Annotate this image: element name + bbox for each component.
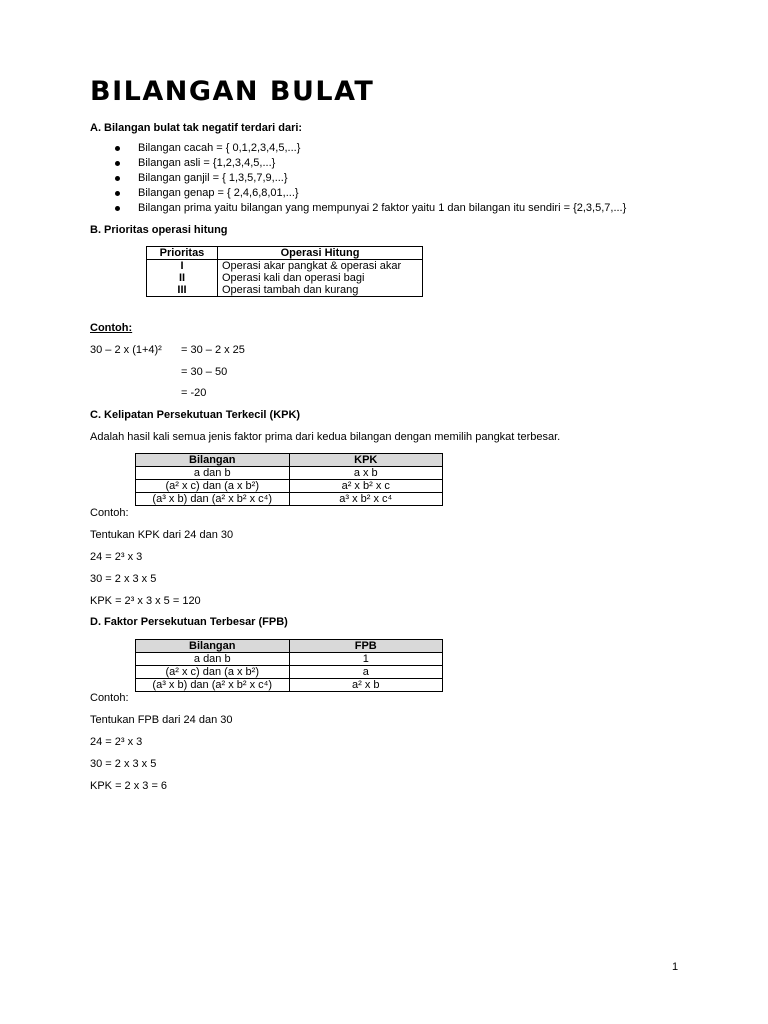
table-header-row (136, 454, 443, 467)
bullet-icon (115, 161, 120, 166)
table-header-cell: Bilangan (136, 454, 290, 467)
example-line: 24 = 2³ x 3 (90, 736, 143, 748)
table-row (147, 284, 423, 297)
table-cell: 1 (289, 653, 443, 666)
table-row (147, 260, 423, 273)
table-header-cell: KPK (289, 454, 443, 467)
section-d-heading: D. Faktor Persekutuan Terbesar (FPB) (90, 616, 288, 628)
contoh-label: Contoh: (90, 322, 133, 334)
table-row (136, 679, 443, 692)
example-line: 30 = 2 x 3 x 5 (90, 573, 157, 585)
contoh-label: Contoh: (90, 692, 129, 704)
example-line: Tentukan FPB dari 24 dan 30 (90, 714, 233, 726)
example-line: KPK = 2³ x 3 x 5 = 120 (90, 595, 201, 607)
kpk-table (135, 453, 443, 506)
table-cell: I (147, 260, 218, 273)
page-number: 1 (672, 961, 679, 973)
table-header-cell: Operasi Hitung (218, 247, 423, 260)
kpk-description: Adalah hasil kali semua jenis faktor prima dari kedua bilangan dengan memilih pangkat terbesar. (90, 431, 561, 443)
section-b-heading: B. Prioritas operasi hitung (90, 224, 228, 236)
table-row (136, 666, 443, 679)
table-cell: a² x b (289, 679, 443, 692)
number-set-list (90, 141, 626, 216)
table-row (147, 272, 423, 284)
table-header-row (147, 247, 423, 260)
table-header-cell: Prioritas (147, 247, 218, 260)
table-cell: (a³ x b) dan (a² x b² x c⁴) (136, 493, 290, 506)
table-cell: a³ x b² x c⁴ (289, 493, 443, 506)
bullet-icon (115, 146, 120, 151)
contoh-label: Contoh: (90, 507, 129, 519)
table-cell: Operasi kali dan operasi bagi (218, 272, 423, 284)
table-header-cell: FPB (289, 640, 443, 653)
section-c-heading: C. Kelipatan Persekutuan Terkecil (KPK) (90, 409, 301, 421)
expression-left: 30 – 2 x (1+4)² (90, 344, 162, 356)
table-cell: (a² x c) dan (a x b²) (136, 480, 290, 493)
table-cell: a dan b (136, 653, 290, 666)
table-cell: (a² x c) dan (a x b²) (136, 666, 290, 679)
bullet-icon (115, 206, 120, 211)
example-line: KPK = 2 x 3 = 6 (90, 780, 168, 792)
table-cell: III (147, 284, 218, 297)
table-cell: (a³ x b) dan (a² x b² x c⁴) (136, 679, 290, 692)
table-header-cell: Bilangan (136, 640, 290, 653)
example-line: 30 = 2 x 3 x 5 (90, 758, 157, 770)
table-row (136, 480, 443, 493)
list-item: Bilangan cacah = { 0,1,2,3,4,5,...} (90, 141, 626, 156)
priority-table (146, 246, 423, 297)
example-line: 24 = 2³ x 3 (90, 551, 143, 563)
example-line: Tentukan KPK dari 24 dan 30 (90, 529, 234, 541)
table-row (136, 493, 443, 506)
table-row (136, 467, 443, 480)
table-cell: a² x b² x c (289, 480, 443, 493)
bullet-icon (115, 191, 120, 196)
table-cell: a (289, 666, 443, 679)
table-cell: Operasi akar pangkat & operasi akar (218, 260, 423, 273)
list-item: Bilangan genap = { 2,4,6,8,01,...} (90, 186, 626, 201)
list-item: Bilangan prima yaitu bilangan yang mempunyai 2 faktor yaitu 1 dan bilangan itu sendiri = {2,3,5,7,...} (90, 201, 626, 216)
table-header-row (136, 640, 443, 653)
bullet-icon (115, 176, 120, 181)
table-cell: Operasi tambah dan kurang (218, 284, 423, 297)
fpb-table (135, 639, 443, 692)
page-title: BILANGAN BULAT (90, 76, 375, 107)
expression-step: = -20 (181, 387, 207, 399)
section-a-heading: A. Bilangan bulat tak negatif terdari dari: (90, 122, 303, 134)
list-item: Bilangan asli = {1,2,3,4,5,...} (90, 156, 626, 171)
table-row (136, 653, 443, 666)
expression-step: = 30 – 2 x 25 (181, 344, 245, 356)
table-cell: a dan b (136, 467, 290, 480)
table-cell: II (147, 272, 218, 284)
table-cell: a x b (289, 467, 443, 480)
list-item: Bilangan ganjil = { 1,3,5,7,9,...} (90, 171, 626, 186)
expression-step: = 30 – 50 (181, 366, 228, 378)
